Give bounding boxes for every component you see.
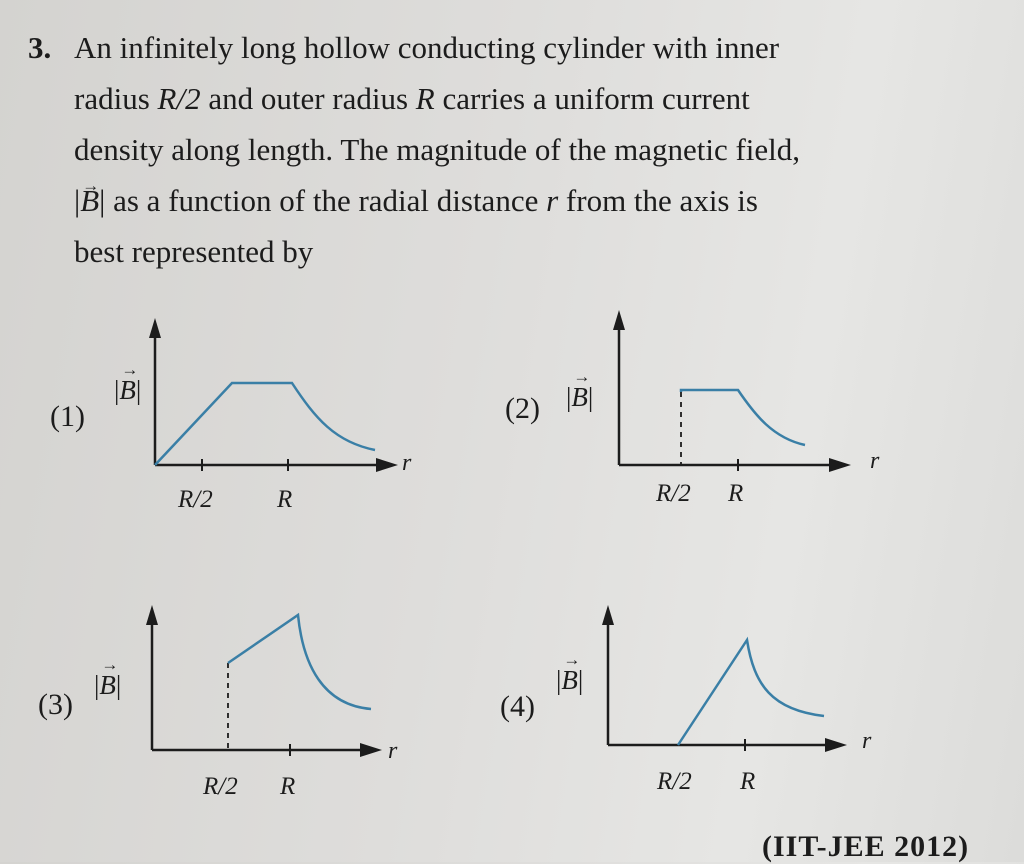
question-line-5: best represented by bbox=[74, 234, 314, 269]
option-4-graph bbox=[592, 595, 862, 760]
source-citation: (IIT-JEE 2012) bbox=[762, 830, 970, 863]
option-3-label: (3) bbox=[38, 688, 73, 721]
question-line-4: |→ B| as a function of the radial distance r from the axis is bbox=[28, 175, 1013, 226]
option-1-label: (1) bbox=[50, 400, 85, 433]
option-3-ylabel: |→ B| bbox=[94, 670, 121, 701]
option-3-tick-r: R bbox=[280, 773, 296, 800]
question-text bbox=[28, 22, 1013, 277]
option-3-tick-r-half: R/2 bbox=[203, 773, 238, 800]
option-1-curve bbox=[155, 383, 375, 465]
option-2-label: (2) bbox=[505, 392, 540, 425]
option-4-label: (4) bbox=[500, 690, 535, 723]
x-arrow-icon bbox=[360, 743, 382, 757]
option-4-ylabel: |→ B| bbox=[556, 665, 583, 696]
option-2-tick-r-half: R/2 bbox=[656, 480, 691, 507]
option-4-curve bbox=[678, 640, 824, 745]
y-arrow-icon bbox=[613, 310, 625, 330]
question-number: 3. bbox=[28, 30, 52, 65]
option-3-curve bbox=[228, 615, 371, 709]
y-arrow-icon bbox=[602, 605, 614, 625]
option-4-axis-label: r bbox=[862, 728, 872, 754]
question-line-1: 3. An infinitely long hollow conducting cylinder with inner bbox=[28, 22, 1013, 73]
option-3-graph bbox=[138, 595, 398, 760]
x-arrow-icon bbox=[825, 738, 847, 752]
option-3-axis-label: r bbox=[388, 738, 398, 764]
question-line-2: radius R/2 and outer radius R carries a uniform current bbox=[74, 81, 750, 116]
option-2-ylabel: |→ B| bbox=[566, 382, 593, 413]
x-arrow-icon bbox=[829, 458, 851, 472]
y-arrow-icon bbox=[149, 318, 161, 338]
option-1-tick-r: R bbox=[277, 486, 293, 513]
vector-b: → B bbox=[80, 175, 99, 226]
option-2-axis-label: r bbox=[870, 448, 880, 474]
option-4-tick-r-half: R/2 bbox=[657, 768, 692, 795]
x-arrow-icon bbox=[376, 458, 398, 472]
option-2-curve bbox=[681, 390, 805, 445]
option-1-ylabel: |→ B| bbox=[114, 375, 141, 406]
option-4-tick-r: R bbox=[740, 768, 756, 795]
option-1-tick-r-half: R/2 bbox=[178, 486, 213, 513]
option-1-graph bbox=[140, 310, 410, 480]
question-line-3: density along length. The magnitude of the magnetic field, bbox=[74, 132, 801, 167]
option-1-axis-label: r bbox=[402, 450, 412, 476]
y-arrow-icon bbox=[146, 605, 158, 625]
option-2-graph bbox=[605, 300, 865, 475]
option-2-tick-r: R bbox=[728, 480, 744, 507]
